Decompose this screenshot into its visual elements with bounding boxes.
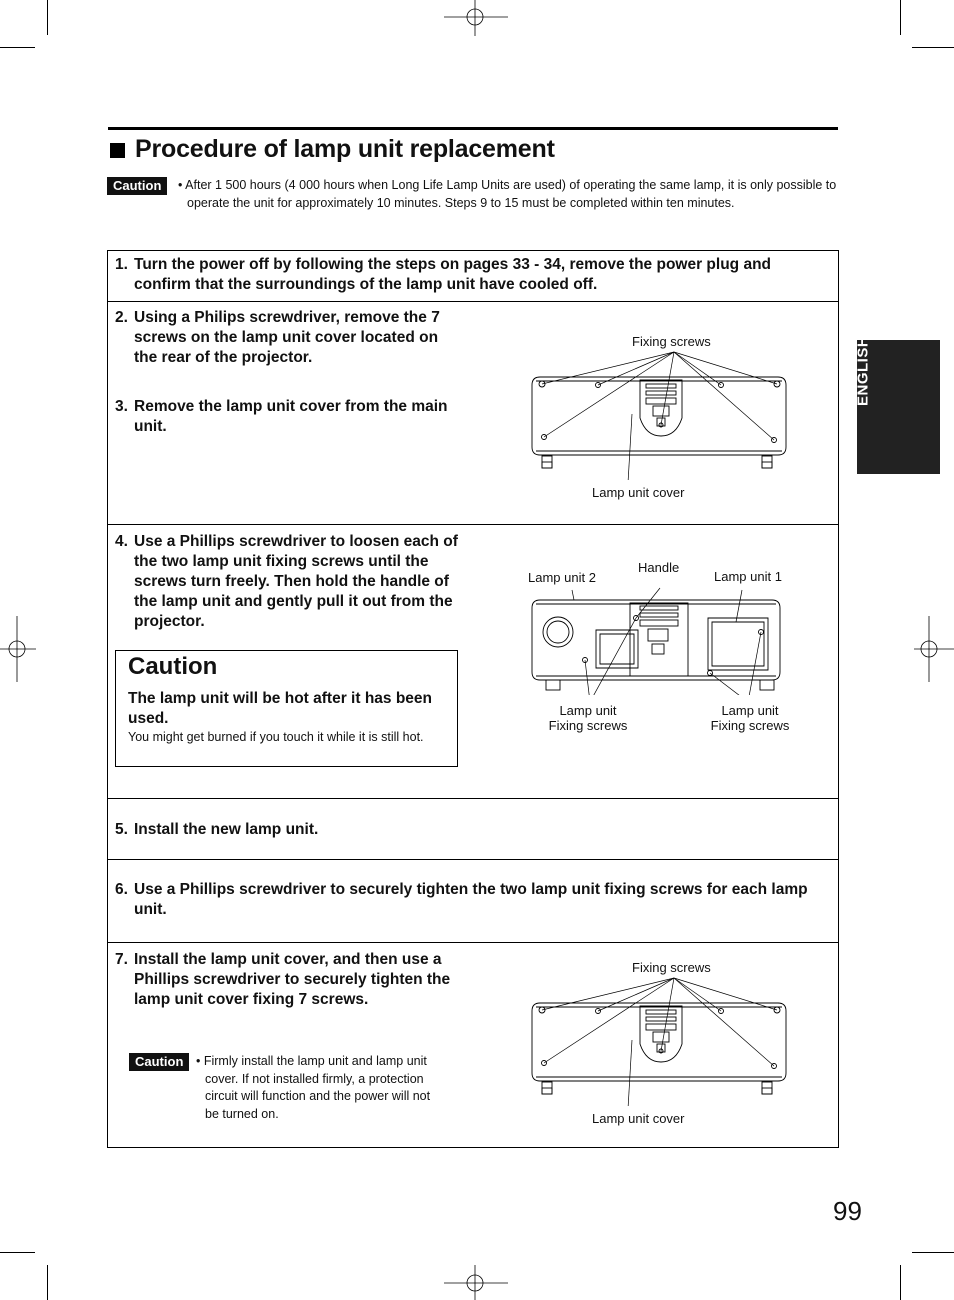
crop-mark	[900, 1265, 901, 1300]
language-tab-label: ENGLISH	[854, 335, 872, 406]
step-text: Use a Phillips screwdriver to securely tighten the two lamp unit fixing screws for each lamp unit.	[134, 881, 808, 918]
step-number: 2.	[115, 309, 128, 326]
projector-rear-diagram	[520, 971, 800, 1106]
step-number: 7.	[115, 951, 128, 968]
divider	[108, 798, 838, 799]
label-line: Lamp unit	[559, 703, 617, 718]
fixing-screws-label: Fixing screws	[632, 960, 711, 975]
registration-mark	[444, 1265, 508, 1300]
caution-note: • After 1 500 hours (4 000 hours when Long Life Lamp Units are used) of operating the same lamp, it is only possible to operate the unit for approximately 10 minutes. Steps 9 to 15 must be completed within ten minutes.	[178, 178, 837, 210]
right-fixing-screws-label	[702, 703, 798, 733]
label-line: Fixing screws	[710, 718, 790, 733]
step-text: Using a Philips screwdriver, remove the 7 screws on the lamp unit cover located on the rear of the projector.	[134, 309, 440, 366]
registration-mark	[444, 0, 508, 36]
label-line: Lamp unit	[721, 703, 779, 718]
crop-mark	[912, 47, 954, 48]
divider	[108, 859, 838, 860]
step-6	[115, 880, 820, 920]
lamp-unit-cover-label: Lamp unit cover	[592, 485, 685, 500]
label-line: Fixing screws	[548, 718, 628, 733]
step-number: 1.	[115, 256, 128, 273]
lamp-unit-1-label: Lamp unit 1	[714, 569, 782, 584]
handle-label: Handle	[638, 560, 680, 575]
caution-tag: Caution	[107, 177, 167, 195]
page-title: Procedure of lamp unit replacement	[135, 135, 555, 163]
step-text: Use a Phillips screwdriver to loosen each of the two lamp unit fixing screws until the screws turn freely. Then hold the handle of the lamp unit and gently pull it out from the projector.	[134, 533, 458, 630]
square-bullet-icon	[110, 143, 125, 158]
step-number: 3.	[115, 398, 128, 415]
step-number: 4.	[115, 533, 128, 550]
crop-mark	[0, 1252, 35, 1253]
step-text: Install the lamp unit cover, and then use a Phillips screwdriver to securely tighten the lamp unit cover fixing 7 screws.	[134, 951, 451, 1008]
crop-mark	[0, 47, 35, 48]
step7-caution-note: • Firmly install the lamp unit and lamp unit cover. If not installed firmly, a protection circuit will function and the power will not be turned on.	[196, 1054, 431, 1121]
step-number: 5.	[115, 821, 128, 838]
step-2	[115, 308, 450, 368]
step-text: Remove the lamp unit cover from the main unit.	[134, 398, 448, 435]
fixing-screws-label: Fixing screws	[632, 334, 711, 349]
step-1	[115, 255, 820, 295]
step-7	[115, 950, 455, 1010]
lamp-unit-2-label: Lamp unit 2	[528, 570, 596, 585]
divider	[108, 524, 838, 525]
caution-box	[115, 650, 458, 767]
crop-mark	[912, 1252, 954, 1253]
lamp-unit-cover-label: Lamp unit cover	[592, 1111, 685, 1126]
step-number: 6.	[115, 881, 128, 898]
title-rule	[108, 127, 838, 130]
caution-heading: Caution	[128, 653, 218, 680]
caution-tag: Caution	[129, 1053, 189, 1071]
step-text: Install the new lamp unit.	[134, 821, 319, 838]
step-text: Turn the power off by following the steps on pages 33 - 34, remove the power plug and confirm that the surroundings of the lamp unit have cooled off.	[134, 256, 772, 293]
projector-lamp-diagram	[520, 585, 800, 695]
crop-mark	[900, 0, 901, 35]
divider	[108, 942, 838, 943]
registration-mark	[914, 616, 954, 682]
divider	[108, 301, 838, 302]
page-number: 99	[833, 1196, 862, 1226]
step-4	[115, 532, 460, 632]
step-3	[115, 397, 450, 437]
registration-mark	[0, 616, 36, 682]
crop-mark	[47, 1265, 48, 1300]
caution-body: You might get burned if you touch it while it is still hot.	[128, 730, 424, 744]
crop-mark	[47, 0, 48, 35]
projector-rear-diagram	[520, 345, 800, 480]
step-5	[115, 820, 815, 840]
caution-subheading: The lamp unit will be hot after it has been used.	[128, 690, 433, 727]
section-header	[110, 135, 555, 164]
left-fixing-screws-label	[540, 703, 636, 733]
